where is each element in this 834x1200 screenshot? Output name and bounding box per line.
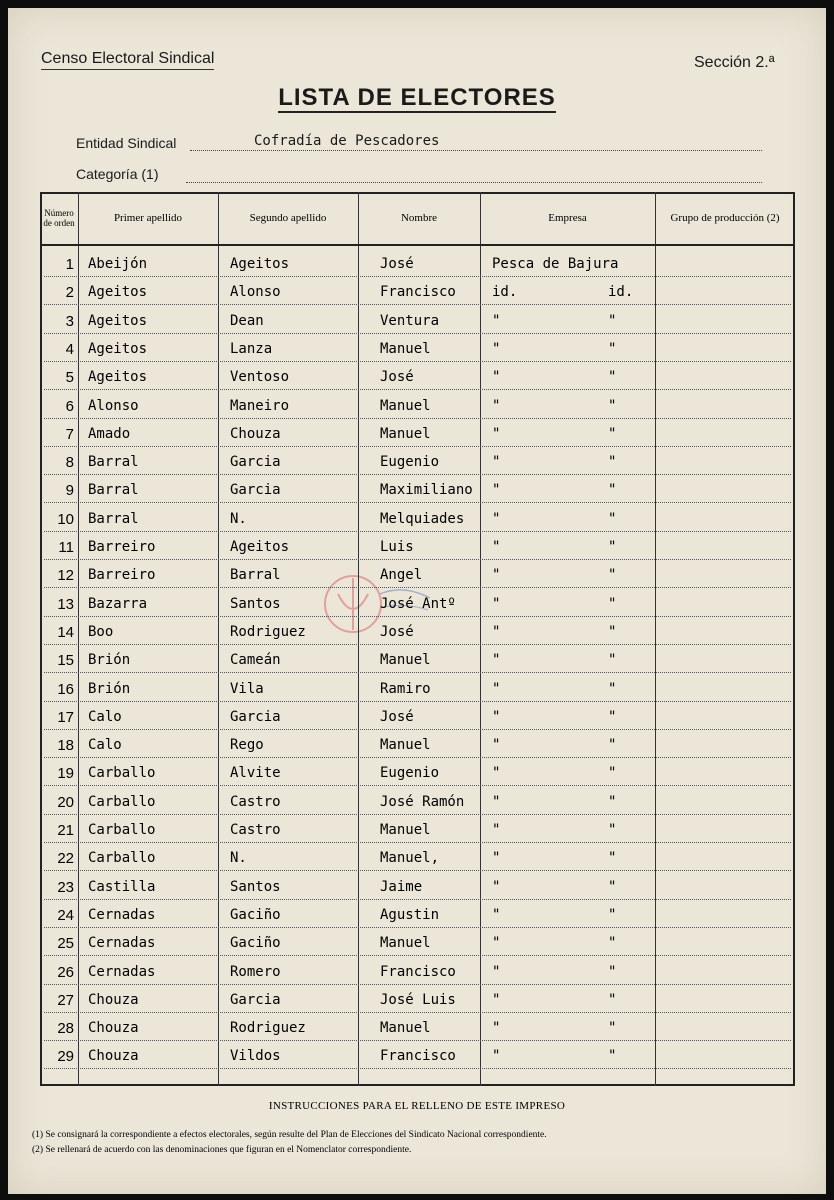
table-row bbox=[40, 254, 795, 282]
second-surname: Maneiro bbox=[230, 397, 290, 414]
first-surname: Barral bbox=[88, 454, 139, 471]
entity-label: Entidad Sindical bbox=[76, 135, 177, 151]
second-surname: Gaciño bbox=[230, 906, 281, 923]
company-ditto: " bbox=[608, 963, 617, 980]
company: " bbox=[492, 737, 501, 754]
order-number: 1 bbox=[65, 256, 74, 273]
company-ditto: " bbox=[608, 991, 617, 1008]
order-number: 15 bbox=[57, 652, 74, 670]
given-name: Manuel bbox=[380, 737, 431, 754]
first-surname: Bazarra bbox=[88, 595, 148, 612]
table-row bbox=[40, 282, 795, 310]
given-name: Angel bbox=[380, 567, 423, 584]
second-surname: Alonso bbox=[230, 284, 281, 301]
page-title-text: LISTA DE ELECTORES bbox=[278, 84, 556, 111]
company-ditto: " bbox=[608, 340, 617, 357]
order-number: 23 bbox=[57, 878, 74, 896]
table-row bbox=[40, 933, 795, 961]
second-surname: Garcia bbox=[230, 708, 281, 725]
order-number: 17 bbox=[57, 708, 74, 726]
column-header: Segundo apellido bbox=[249, 212, 327, 224]
table-row bbox=[40, 594, 795, 622]
company: " bbox=[492, 906, 501, 923]
column-header: Primer apellido bbox=[113, 212, 183, 224]
company-ditto: " bbox=[608, 850, 617, 867]
instruction-note-1: (1) Se consignará la correspondiente a efectos electorales, según resulte del Plan de Elecciones del Sindicato Nacional correspondiente. bbox=[32, 1130, 547, 1140]
company-ditto: " bbox=[608, 765, 617, 782]
company: " bbox=[492, 822, 501, 838]
company-ditto: " bbox=[608, 793, 617, 810]
order-number: 7 bbox=[65, 425, 74, 443]
column-header: Número de orden bbox=[43, 208, 75, 228]
company: " bbox=[492, 454, 501, 471]
first-surname: Abeijón bbox=[88, 256, 148, 272]
order-number: 4 bbox=[65, 340, 74, 358]
order-number: 24 bbox=[57, 906, 74, 924]
company-ditto: " bbox=[608, 397, 617, 414]
given-name: Jaime bbox=[380, 878, 423, 895]
first-surname: Brión bbox=[88, 680, 131, 697]
company: " bbox=[492, 595, 501, 612]
order-number: 8 bbox=[65, 454, 74, 472]
company: " bbox=[492, 793, 501, 810]
given-name: José bbox=[380, 623, 414, 640]
first-surname: Ageitos bbox=[88, 284, 148, 301]
entity-value: Cofradía de Pescadores bbox=[254, 133, 440, 149]
company-ditto: " bbox=[608, 425, 617, 442]
column-header: Empresa bbox=[548, 212, 587, 224]
first-surname: Cernadas bbox=[88, 935, 156, 952]
company: " bbox=[492, 878, 501, 895]
order-number: 16 bbox=[57, 680, 74, 698]
instruction-note-2: (2) Se rellenará de acuerdo con las denominaciones que figuran en el Nomenclator correspondiente. bbox=[32, 1145, 412, 1155]
first-surname: Cernadas bbox=[88, 963, 156, 980]
second-surname: Garcia bbox=[230, 482, 281, 499]
first-surname: Chouza bbox=[88, 991, 139, 1008]
given-name: Manuel bbox=[380, 1020, 431, 1037]
order-number: 18 bbox=[57, 737, 74, 755]
order-number: 28 bbox=[57, 1020, 74, 1038]
given-name: José bbox=[380, 708, 414, 725]
second-surname: Ageitos bbox=[230, 539, 290, 555]
section-label: Sección 2.ª bbox=[694, 54, 775, 71]
second-surname: Ageitos bbox=[230, 256, 290, 272]
second-surname: Dean bbox=[230, 312, 264, 329]
order-number: 5 bbox=[65, 369, 74, 387]
first-surname: Castilla bbox=[88, 878, 156, 895]
company-ditto: " bbox=[608, 623, 617, 640]
second-surname: Barral bbox=[230, 567, 281, 584]
order-number: 12 bbox=[57, 567, 74, 585]
company: " bbox=[492, 623, 501, 640]
first-surname: Chouza bbox=[88, 1048, 139, 1065]
given-name: Francisco bbox=[380, 284, 456, 301]
table-row bbox=[40, 424, 795, 452]
order-number: 3 bbox=[65, 312, 74, 330]
company: " bbox=[492, 482, 501, 499]
company: id. bbox=[492, 284, 518, 301]
table-row bbox=[40, 452, 795, 480]
column-header: Nombre bbox=[400, 212, 438, 224]
table-row bbox=[40, 877, 795, 905]
company-ditto: " bbox=[608, 1048, 617, 1065]
table-row bbox=[40, 820, 795, 848]
company: " bbox=[492, 680, 501, 697]
second-surname: Garcia bbox=[230, 454, 281, 471]
table-row bbox=[40, 763, 795, 791]
second-surname: Garcia bbox=[230, 991, 281, 1008]
first-surname: Barreiro bbox=[88, 539, 156, 555]
table-row bbox=[40, 707, 795, 735]
company: " bbox=[492, 935, 501, 952]
company-ditto: id. bbox=[608, 284, 634, 301]
table-row bbox=[40, 962, 795, 990]
second-surname: N. bbox=[230, 510, 247, 527]
table-row bbox=[40, 735, 795, 763]
table-row bbox=[40, 905, 795, 933]
company-ditto: " bbox=[608, 595, 617, 612]
table-row bbox=[40, 1018, 795, 1046]
second-surname: Ventoso bbox=[230, 369, 290, 386]
company: " bbox=[492, 567, 501, 584]
table-row bbox=[40, 537, 795, 565]
given-name: Francisco bbox=[380, 1048, 456, 1065]
company-ditto: " bbox=[608, 539, 617, 555]
instructions-title: INSTRUCCIONES PARA EL RELLENO DE ESTE IMPRESO bbox=[268, 1100, 566, 1112]
first-surname: Chouza bbox=[88, 1020, 139, 1037]
order-number: 13 bbox=[57, 595, 74, 613]
first-surname: Alonso bbox=[88, 397, 139, 414]
second-surname: Vildos bbox=[230, 1048, 281, 1065]
first-surname: Brión bbox=[88, 652, 131, 669]
first-surname: Barreiro bbox=[88, 567, 156, 584]
order-number: 20 bbox=[57, 793, 74, 811]
given-name: Manuel bbox=[380, 397, 431, 414]
page-title bbox=[8, 84, 826, 112]
second-surname: Lanza bbox=[230, 340, 273, 357]
table-row bbox=[40, 622, 795, 650]
order-number: 9 bbox=[65, 482, 74, 500]
first-surname: Carballo bbox=[88, 822, 156, 838]
census-title: Censo Electoral Sindical bbox=[41, 50, 214, 70]
order-number: 21 bbox=[57, 822, 74, 839]
given-name: José Antº bbox=[380, 595, 456, 612]
given-name: Manuel bbox=[380, 935, 431, 952]
table-row bbox=[40, 650, 795, 678]
company: " bbox=[492, 510, 501, 527]
given-name: Ventura bbox=[380, 312, 440, 329]
table-row bbox=[40, 367, 795, 395]
company: " bbox=[492, 539, 501, 555]
order-number: 6 bbox=[65, 397, 74, 415]
second-surname: Santos bbox=[230, 878, 281, 895]
company-ditto: " bbox=[608, 878, 617, 895]
first-surname: Cernadas bbox=[88, 906, 156, 923]
order-number: 25 bbox=[57, 935, 74, 953]
second-surname: Rodriguez bbox=[230, 1020, 306, 1037]
company-ditto: " bbox=[608, 312, 617, 329]
order-number: 11 bbox=[58, 539, 74, 556]
first-surname: Ageitos bbox=[88, 312, 148, 329]
company: " bbox=[492, 425, 501, 442]
given-name: Manuel bbox=[380, 340, 431, 357]
company: " bbox=[492, 312, 501, 329]
order-number: 29 bbox=[57, 1048, 74, 1066]
first-surname: Carballo bbox=[88, 765, 156, 782]
table-row bbox=[40, 509, 795, 537]
second-surname: Rodriguez bbox=[230, 623, 306, 640]
table-row bbox=[40, 990, 795, 1018]
first-surname: Calo bbox=[88, 737, 122, 754]
given-name: Agustin bbox=[380, 906, 440, 923]
table-row bbox=[40, 792, 795, 820]
given-name: Manuel, bbox=[380, 850, 440, 867]
company: " bbox=[492, 1048, 501, 1065]
company-ditto: " bbox=[608, 680, 617, 697]
second-surname: Castro bbox=[230, 822, 281, 838]
company: " bbox=[492, 1020, 501, 1037]
second-surname: N. bbox=[230, 850, 247, 867]
given-name: José Ramón bbox=[380, 793, 465, 810]
table-row bbox=[40, 311, 795, 339]
given-name: Maximiliano bbox=[380, 482, 473, 499]
company-ditto: " bbox=[608, 906, 617, 923]
given-name: José bbox=[380, 256, 414, 272]
order-number: 26 bbox=[57, 963, 74, 981]
category-dotted-line bbox=[186, 182, 762, 183]
company-ditto: " bbox=[608, 510, 617, 527]
company-ditto: " bbox=[608, 567, 617, 584]
header-divider bbox=[40, 244, 795, 246]
first-surname: Barral bbox=[88, 482, 139, 499]
given-name: Manuel bbox=[380, 822, 431, 838]
company: " bbox=[492, 708, 501, 725]
table-row bbox=[40, 396, 795, 424]
company-ditto: " bbox=[608, 737, 617, 754]
given-name: Francisco bbox=[380, 963, 456, 980]
second-surname: Chouza bbox=[230, 425, 281, 442]
second-surname: Romero bbox=[230, 963, 281, 980]
company-ditto: " bbox=[608, 482, 617, 499]
order-number: 14 bbox=[57, 623, 74, 641]
company: Pesca de Bajura bbox=[492, 256, 619, 272]
order-number: 10 bbox=[57, 510, 74, 528]
entity-dotted-line bbox=[190, 150, 762, 151]
first-surname: Barral bbox=[88, 510, 139, 527]
second-surname: Gaciño bbox=[230, 935, 281, 952]
order-number: 2 bbox=[65, 284, 74, 302]
company-ditto: " bbox=[608, 652, 617, 669]
second-surname: Vila bbox=[230, 680, 264, 697]
company: " bbox=[492, 340, 501, 357]
first-surname: Carballo bbox=[88, 793, 156, 810]
given-name: José bbox=[380, 369, 414, 386]
given-name: Manuel bbox=[380, 425, 431, 442]
company-ditto: " bbox=[608, 708, 617, 725]
first-surname: Calo bbox=[88, 708, 122, 725]
company-ditto: " bbox=[608, 822, 617, 838]
table-row bbox=[40, 1046, 795, 1074]
order-number: 22 bbox=[57, 850, 74, 868]
given-name: José Luis bbox=[380, 991, 456, 1008]
company-ditto: " bbox=[608, 369, 617, 386]
given-name: Luis bbox=[380, 539, 414, 555]
first-surname: Amado bbox=[88, 425, 131, 442]
first-surname: Carballo bbox=[88, 850, 156, 867]
company-ditto: " bbox=[608, 1020, 617, 1037]
company: " bbox=[492, 397, 501, 414]
company: " bbox=[492, 652, 501, 669]
given-name: Melquiades bbox=[380, 510, 465, 527]
table-row bbox=[40, 339, 795, 367]
given-name: Ramiro bbox=[380, 680, 431, 697]
first-surname: Ageitos bbox=[88, 369, 148, 386]
second-surname: Santos bbox=[230, 595, 281, 612]
table-row bbox=[40, 679, 795, 707]
first-surname: Boo bbox=[88, 623, 114, 640]
company: " bbox=[492, 963, 501, 980]
second-surname: Alvite bbox=[230, 765, 281, 782]
second-surname: Rego bbox=[230, 737, 264, 754]
order-number: 27 bbox=[57, 991, 74, 1009]
first-surname: Ageitos bbox=[88, 340, 148, 357]
company: " bbox=[492, 850, 501, 867]
given-name: Eugenio bbox=[380, 454, 440, 471]
second-surname: Castro bbox=[230, 793, 281, 810]
table-row bbox=[40, 565, 795, 593]
company-ditto: " bbox=[608, 935, 617, 952]
table-row bbox=[40, 480, 795, 508]
company: " bbox=[492, 369, 501, 386]
company-ditto: " bbox=[608, 454, 617, 471]
company: " bbox=[492, 765, 501, 782]
given-name: Eugenio bbox=[380, 765, 440, 782]
column-header: Grupo de producción (2) bbox=[670, 212, 780, 224]
table-row bbox=[40, 848, 795, 876]
category-label: Categoría (1) bbox=[76, 166, 159, 182]
company: " bbox=[492, 991, 501, 1008]
second-surname: Cameán bbox=[230, 652, 281, 669]
given-name: Manuel bbox=[380, 652, 431, 669]
order-number: 19 bbox=[57, 765, 74, 783]
